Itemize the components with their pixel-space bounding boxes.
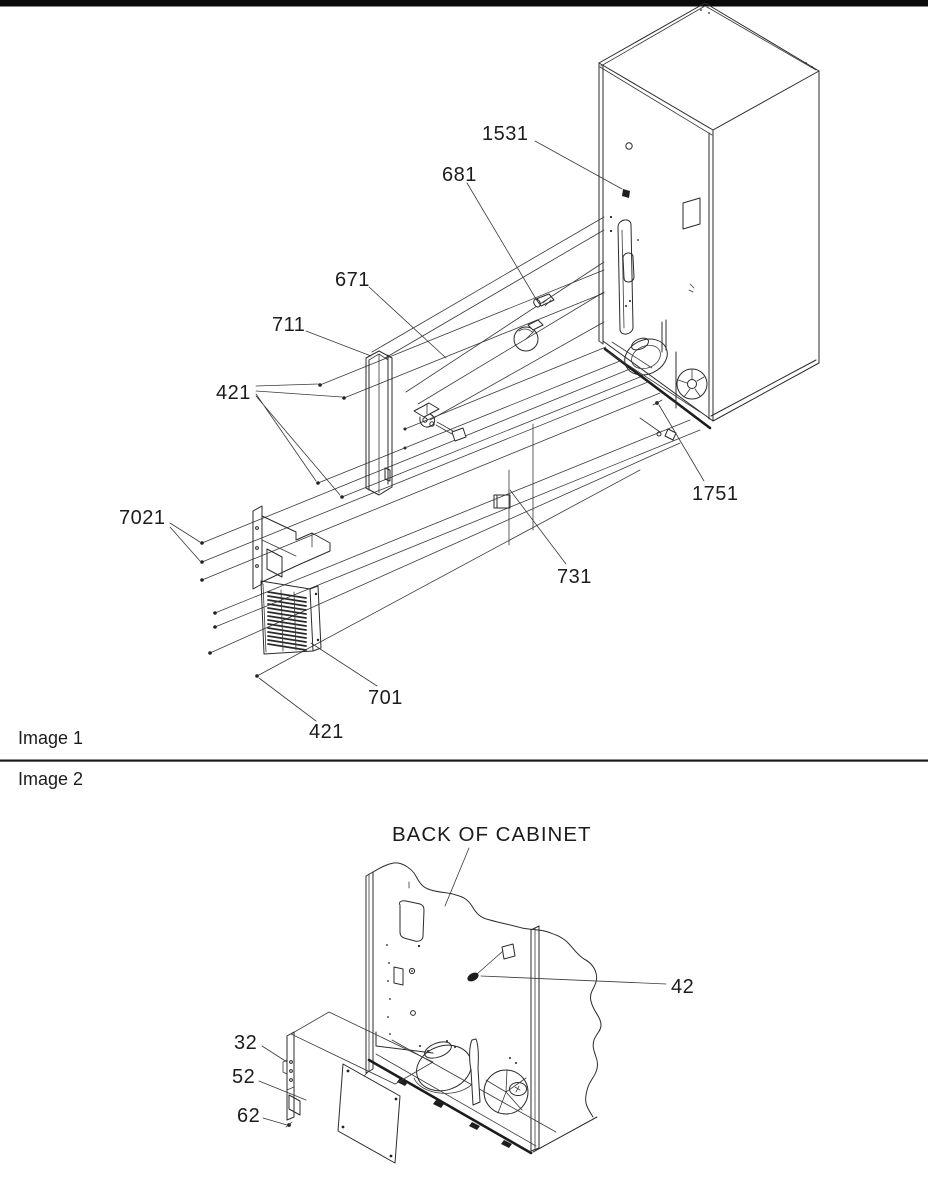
top-bar [0, 0, 928, 7]
condenser-grille-701 [261, 581, 321, 654]
thermostat-mount-1531-target [622, 189, 630, 198]
callout-701: 701 [368, 687, 403, 709]
cabinet-isometric [599, 3, 819, 440]
cover-panel-52 [338, 1064, 400, 1163]
callout-421-bottom: 421 [309, 721, 344, 743]
image1-caption: Image 1 [18, 728, 84, 748]
leader-62 [263, 1118, 287, 1125]
leader-1531 [535, 141, 622, 189]
rail-outline-lines [509, 424, 533, 545]
image2-back-of-cabinet-view [232, 823, 694, 1163]
leader-701 [311, 643, 377, 686]
callout-7021: 7021 [119, 507, 166, 529]
leader-7021 [170, 523, 200, 561]
callout-32: 32 [234, 1032, 258, 1054]
leader-back-of-cabinet [445, 848, 469, 906]
left-rail [366, 872, 373, 1073]
image2-leader-lines [259, 976, 666, 1125]
leader-731 [510, 490, 566, 564]
leader-42 [481, 976, 666, 984]
rating-label-plate [683, 198, 700, 229]
callout-52: 52 [232, 1066, 256, 1088]
leader-1751 [659, 405, 704, 481]
callout-42: 42 [671, 976, 695, 998]
cabinet-bottom-right-edge [533, 1117, 597, 1152]
callout-1531: 1531 [482, 123, 529, 145]
callout-711: 711 [272, 314, 306, 336]
section-divider [0, 760, 928, 762]
image1-exploded-view [119, 3, 819, 743]
callout-1751: 1751 [692, 483, 739, 505]
evaporator-cover-711 [366, 351, 392, 495]
callout-421-top: 421 [216, 382, 251, 404]
image1-leader-lines [170, 141, 704, 721]
leader-421-bottom [259, 678, 316, 721]
callout-62: 62 [237, 1105, 261, 1127]
cover-opening-frame [291, 1012, 433, 1084]
fan-bracket [470, 1039, 480, 1105]
grommet-wheel [514, 320, 543, 351]
leader-52 [259, 1081, 306, 1100]
right-rail [531, 926, 539, 1151]
callout-671: 671 [335, 269, 370, 291]
leader-32 [262, 1046, 287, 1062]
compressor-compartment [608, 320, 707, 440]
hinge-bracket-32 [283, 1032, 300, 1120]
access-hole [399, 901, 424, 942]
back-of-cabinet-heading: BACK OF CABINET [392, 823, 592, 846]
back-panel-features [386, 882, 517, 1064]
callout-681: 681 [442, 164, 477, 186]
callout-731: 731 [557, 566, 592, 588]
support-tab-731 [494, 495, 510, 508]
drain-hole-42 [502, 944, 515, 959]
grommet-fitting-681 [532, 294, 554, 308]
grille-hatching [268, 592, 306, 650]
evap-bracket-7021 [253, 506, 330, 589]
leader-711 [306, 331, 371, 356]
image2-caption: Image 2 [18, 769, 84, 789]
leader-681 [467, 183, 536, 299]
